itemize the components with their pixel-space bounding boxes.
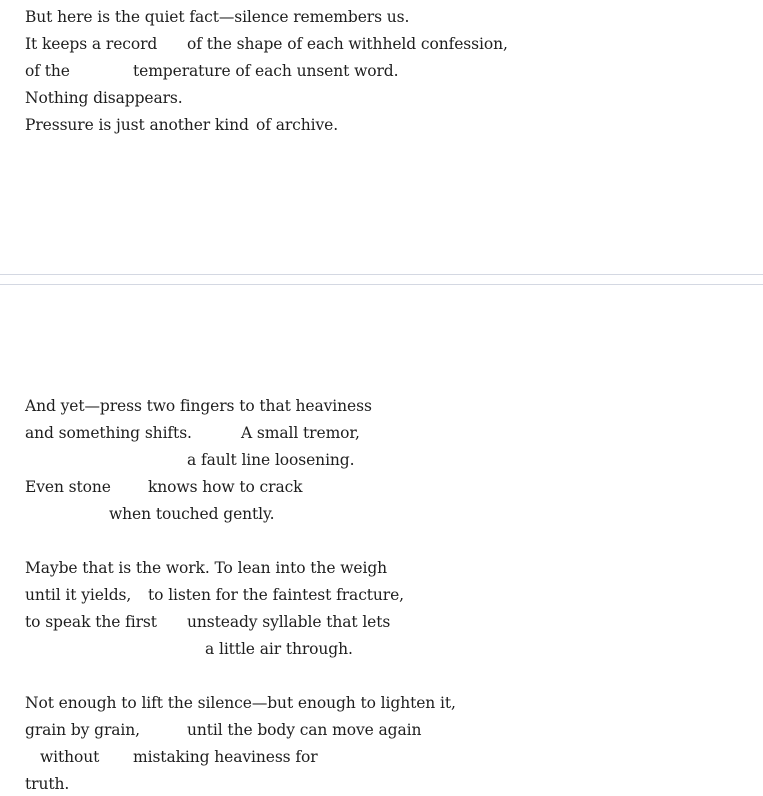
text-segment: and something shifts. bbox=[25, 424, 192, 442]
text-segment: But here is the quiet fact—silence remembers us. bbox=[25, 8, 410, 26]
text-segment: of the bbox=[25, 62, 70, 80]
text-segment: to listen for the faintest fracture, bbox=[148, 586, 405, 604]
text-segment: Nothing disappears. bbox=[25, 89, 183, 107]
text-segment: until it yields, bbox=[25, 586, 132, 604]
page-two bbox=[0, 284, 763, 796]
text-segment: A small tremor, bbox=[241, 424, 360, 442]
text-segment: And yet—press two fingers to that heaviness bbox=[25, 397, 372, 415]
text-segment: a little air through. bbox=[205, 640, 353, 658]
text-segment: Pressure is just another kind bbox=[25, 116, 249, 134]
text-segment: Not enough to lift the silence—but enough to lighten it, bbox=[25, 694, 456, 712]
text-segment: grain by grain, bbox=[25, 721, 140, 739]
text-segment: a fault line loosening. bbox=[187, 451, 355, 469]
text-segment: when touched gently. bbox=[109, 505, 275, 523]
text-segment: unsteady syllable that lets bbox=[187, 613, 391, 631]
text-segment: until the body can move again bbox=[187, 721, 422, 739]
text-segment: truth. bbox=[25, 775, 70, 793]
text-segment: of archive. bbox=[256, 116, 339, 134]
text-segment: Maybe that is the work. To lean into the weigh bbox=[25, 559, 388, 577]
text-segment: without bbox=[40, 748, 100, 766]
text-segment: temperature of each unsent word. bbox=[133, 62, 399, 80]
text-segment: mistaking heaviness for bbox=[133, 748, 318, 766]
text-segment: knows how to crack bbox=[148, 478, 303, 496]
text-segment: Even stone bbox=[25, 478, 111, 496]
page-one bbox=[0, 0, 763, 275]
text-segment: to speak the first bbox=[25, 613, 157, 631]
page-gap bbox=[0, 275, 763, 284]
text-segment: of the shape of each withheld confession, bbox=[187, 35, 508, 53]
text-segment: It keeps a record bbox=[25, 35, 158, 53]
